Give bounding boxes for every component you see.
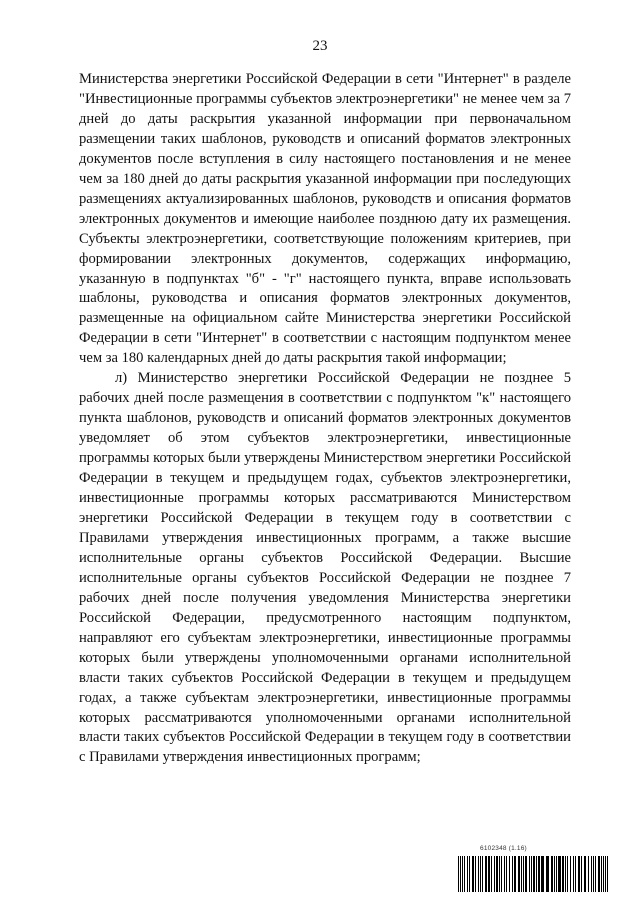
barcode (458, 845, 612, 893)
paragraph-item-l: л) Министерство энергетики Российской Федерации не позднее 5 рабочих дней после размещения в соответствии с подпунктом "к" настоящего пункта шаблонов, руководств и описаний форматов электронных документов уведомляет об этом субъектов электроэнергетики, инвестиционные программы которых были утверждены Министерством энергетики Российской Федерации в текущем и предыдущем годах, субъектов электроэнергетики, инвестиционные программы которых рассматриваются Министерством энергетики Российской Федерации в текущем году в соответствии с Правилами утверждения инвестиционных программ, а также высшие исполнительные органы субъектов Российской Федерации. Высшие исполнительные органы субъектов Российской Федерации не позднее 7 рабочих дней после получения уведомления Министерства энергетики Российской Федерации, предусмотренного настоящим подпунктом, направляют его субъектам электроэнергетики, инвестиционные программы которых были утверждены уполномоченными органами исполнительной власти таких субъектов Российской Федерации в текущем и предыдущем годах, а также субъектам электроэнергетики, инвестиционные программы которых рассматриваются уполномоченными органами исполнительной власти таких субъектов Российской Федерации в текущем году в соответствии с Правилами утверждения инвестиционных программ; (79, 370, 571, 766)
document-body (79, 70, 571, 768)
page-number: 23 (312, 38, 328, 54)
paragraph-continuation: Министерства энергетики Российской Федерации в сети "Интернет" в разделе "Инвестиционные программы субъектов электроэнергетики" не менее чем за 7 дней до даты раскрытия указанной информации при первоначальном размещении таких шаблонов, руководств и описаний форматов электронных документов после вступления в силу настоящего постановления и не менее чем за 180 дней до даты раскрытия указанной информации при последующих размещениях актуализированных шаблонов, руководств и описания форматов электронных документов и имеющие наиболее позднюю дату их размещения. Субъекты электроэнергетики, соответствующие положениям критериев, при формировании электронных документов, содержащих информацию, указанную в подпунктах "б" - "г" настоящего пункта, вправе использовать шаблоны, руководства и описания форматов электронных документов, размещенные на официальном сайте Министерства энергетики Российской Федерации в сети "Интернет" в соответствии с настоящим подпунктом менее чем за 180 календарных дней до даты раскрытия такой информации; (79, 71, 571, 367)
barcode-icon (458, 856, 612, 892)
barcode-caption: 6102348 (1.16) (480, 845, 527, 852)
